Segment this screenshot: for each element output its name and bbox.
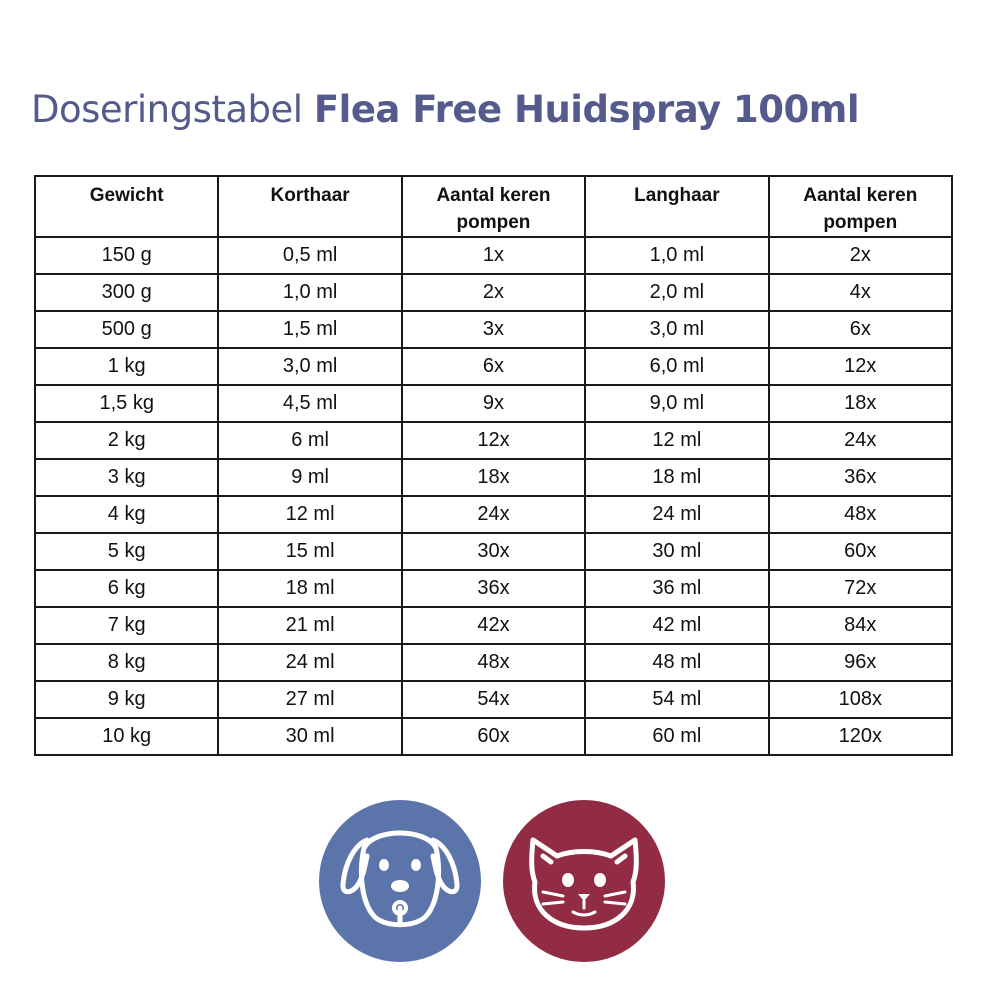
cell-short-hair-dose: 21 ml [218,607,401,644]
cell-long-hair-dose: 48 ml [585,644,768,681]
header-short-hair: Korthaar [218,176,401,237]
cell-short-hair-pumps: 60x [402,718,585,755]
cell-weight: 9 kg [35,681,218,718]
dosage-table [34,175,953,756]
cell-long-hair-pumps: 60x [769,533,952,570]
cat-badge [503,800,665,962]
table-body [35,237,952,755]
table-row [35,311,952,348]
cell-short-hair-pumps: 48x [402,644,585,681]
cell-short-hair-dose: 1,5 ml [218,311,401,348]
cell-short-hair-dose: 15 ml [218,533,401,570]
cell-long-hair-dose: 36 ml [585,570,768,607]
cell-weight: 3 kg [35,459,218,496]
cell-long-hair-dose: 42 ml [585,607,768,644]
cell-short-hair-pumps: 36x [402,570,585,607]
cell-weight: 10 kg [35,718,218,755]
cell-short-hair-pumps: 3x [402,311,585,348]
cell-long-hair-pumps: 2x [769,237,952,274]
table-row [35,459,952,496]
cell-weight: 300 g [35,274,218,311]
cell-short-hair-pumps: 54x [402,681,585,718]
page-title [31,88,859,131]
cell-short-hair-pumps: 42x [402,607,585,644]
cell-short-hair-dose: 12 ml [218,496,401,533]
cell-short-hair-pumps: 18x [402,459,585,496]
cell-short-hair-dose: 1,0 ml [218,274,401,311]
cell-short-hair-dose: 3,0 ml [218,348,401,385]
dog-icon [319,800,481,962]
cell-weight: 8 kg [35,644,218,681]
table-row [35,237,952,274]
title-prefix: Doseringstabel [31,88,303,131]
cell-weight: 1 kg [35,348,218,385]
header-weight: Gewicht [35,176,218,237]
table-row [35,274,952,311]
cell-long-hair-dose: 30 ml [585,533,768,570]
cell-weight: 1,5 kg [35,385,218,422]
table-row [35,570,952,607]
table-row [35,644,952,681]
cell-weight: 5 kg [35,533,218,570]
cell-short-hair-dose: 4,5 ml [218,385,401,422]
table-row [35,496,952,533]
cell-short-hair-pumps: 24x [402,496,585,533]
cell-long-hair-pumps: 72x [769,570,952,607]
table-header [35,176,952,237]
table-row [35,385,952,422]
cell-short-hair-pumps: 30x [402,533,585,570]
cell-long-hair-pumps: 36x [769,459,952,496]
cell-long-hair-pumps: 48x [769,496,952,533]
cell-long-hair-dose: 6,0 ml [585,348,768,385]
cell-short-hair-dose: 6 ml [218,422,401,459]
table-row [35,681,952,718]
cell-weight: 7 kg [35,607,218,644]
cell-long-hair-pumps: 18x [769,385,952,422]
table-row [35,422,952,459]
cell-weight: 150 g [35,237,218,274]
cell-long-hair-dose: 1,0 ml [585,237,768,274]
animal-icons [319,800,667,962]
cell-long-hair-pumps: 12x [769,348,952,385]
header-pumps-short-hair: Aantal keren pompen [402,176,585,237]
cell-long-hair-pumps: 108x [769,681,952,718]
cell-short-hair-pumps: 9x [402,385,585,422]
cell-short-hair-dose: 24 ml [218,644,401,681]
table-row [35,533,952,570]
cell-long-hair-dose: 24 ml [585,496,768,533]
cell-short-hair-pumps: 1x [402,237,585,274]
cell-long-hair-pumps: 96x [769,644,952,681]
cell-long-hair-dose: 3,0 ml [585,311,768,348]
cell-long-hair-pumps: 24x [769,422,952,459]
header-pumps-long-hair: Aantal keren pompen [769,176,952,237]
cell-long-hair-pumps: 120x [769,718,952,755]
cell-long-hair-dose: 12 ml [585,422,768,459]
dog-badge [319,800,481,962]
cell-short-hair-dose: 0,5 ml [218,237,401,274]
cell-long-hair-dose: 2,0 ml [585,274,768,311]
cell-long-hair-pumps: 6x [769,311,952,348]
table-row [35,607,952,644]
cell-long-hair-pumps: 4x [769,274,952,311]
cell-short-hair-dose: 30 ml [218,718,401,755]
header-long-hair: Langhaar [585,176,768,237]
cat-icon [503,800,665,962]
header-row [35,176,952,237]
cell-short-hair-pumps: 2x [402,274,585,311]
cell-short-hair-pumps: 12x [402,422,585,459]
table-row [35,718,952,755]
cell-long-hair-dose: 54 ml [585,681,768,718]
title-product: Flea Free Huidspray 100ml [313,88,860,131]
cell-weight: 4 kg [35,496,218,533]
table-row [35,348,952,385]
cell-short-hair-dose: 27 ml [218,681,401,718]
cell-short-hair-dose: 9 ml [218,459,401,496]
cell-weight: 6 kg [35,570,218,607]
cell-long-hair-pumps: 84x [769,607,952,644]
cell-long-hair-dose: 18 ml [585,459,768,496]
cell-long-hair-dose: 9,0 ml [585,385,768,422]
cell-short-hair-dose: 18 ml [218,570,401,607]
cell-long-hair-dose: 60 ml [585,718,768,755]
cell-weight: 500 g [35,311,218,348]
cell-weight: 2 kg [35,422,218,459]
cell-short-hair-pumps: 6x [402,348,585,385]
